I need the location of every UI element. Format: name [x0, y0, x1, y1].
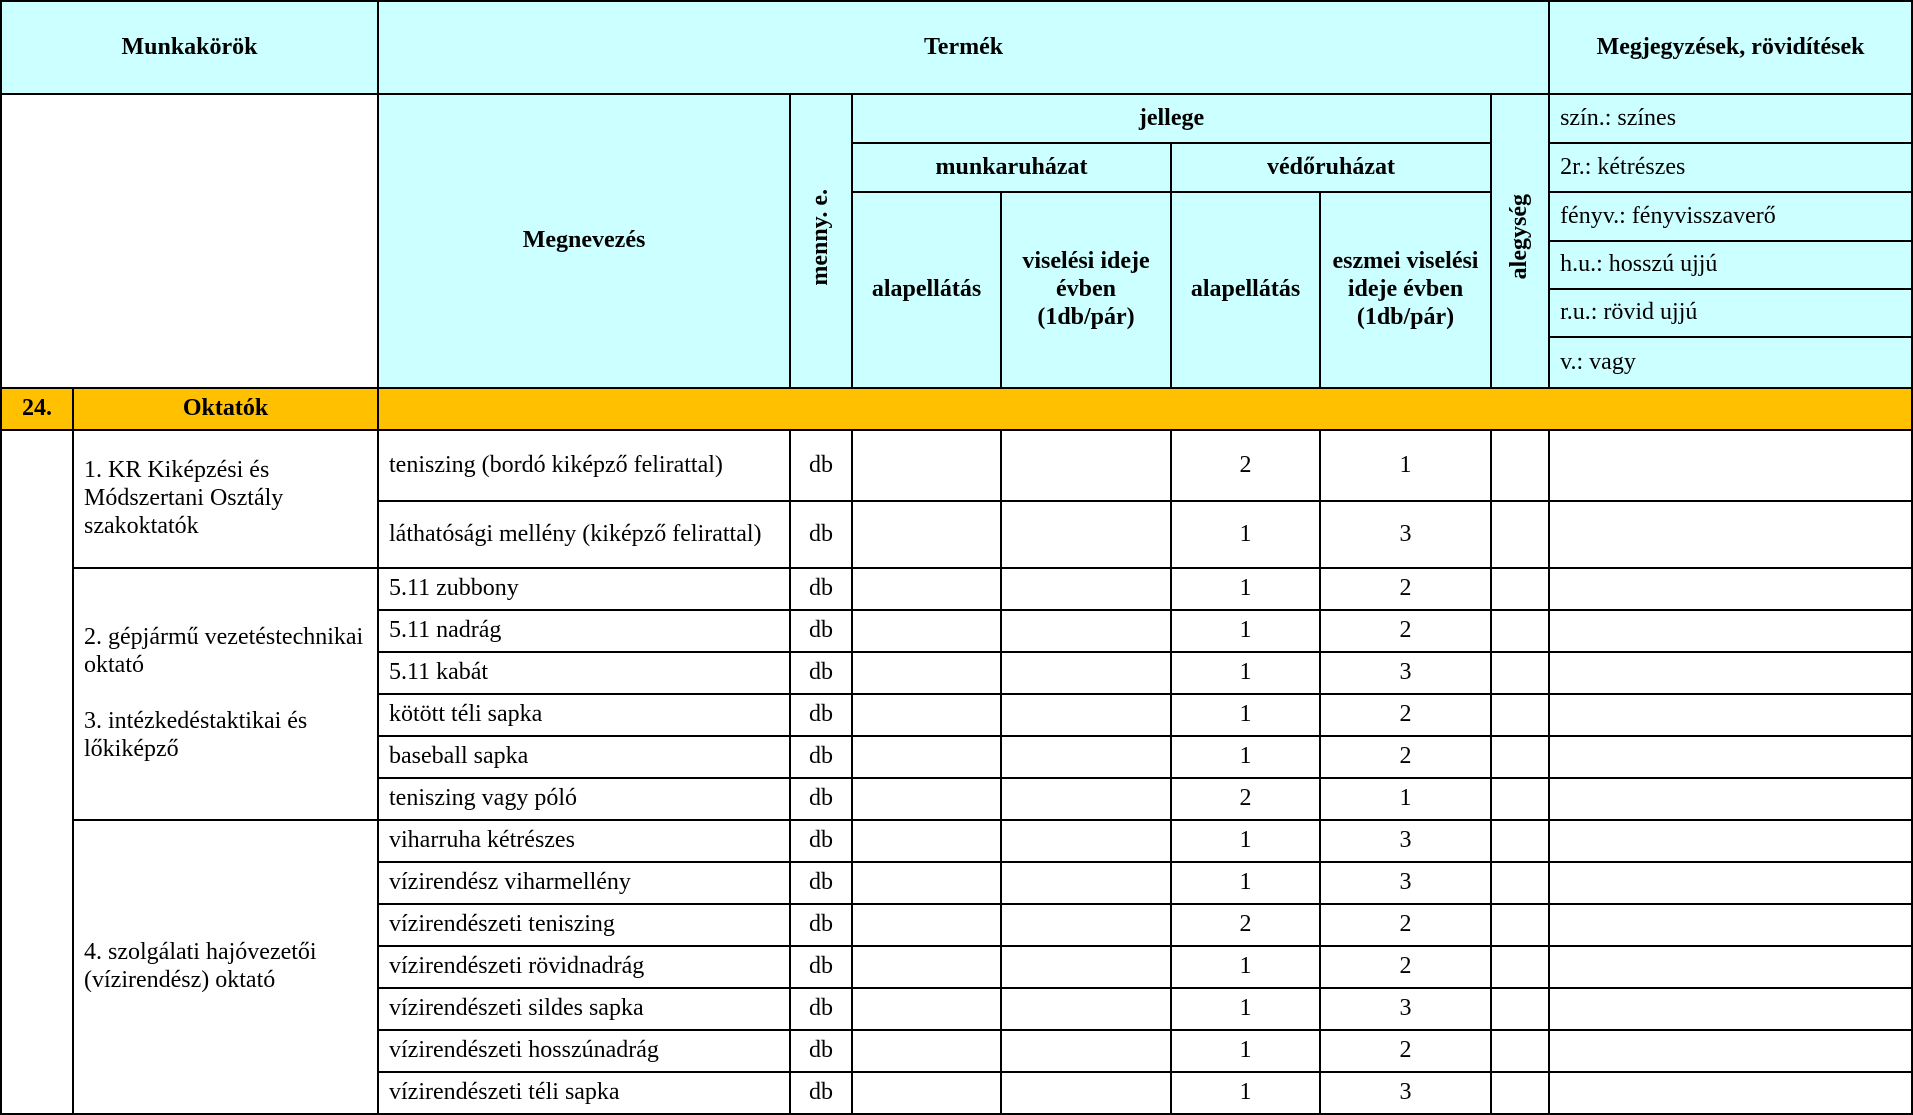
item-vedo-eszmei: 1 — [1320, 430, 1491, 501]
item-vedo-eszmei: 3 — [1320, 820, 1491, 862]
item-unit: db — [790, 988, 852, 1030]
item-munka-alap — [852, 1030, 1001, 1072]
item-vedo-alap: 1 — [1171, 820, 1320, 862]
item-vedo-eszmei: 2 — [1320, 1030, 1491, 1072]
item-munka-alap — [852, 988, 1001, 1030]
item-vedo-alap: 1 — [1171, 988, 1320, 1030]
item-munka-ido — [1001, 988, 1171, 1030]
item-munka-alap — [852, 568, 1001, 610]
item-vedo-alap: 1 — [1171, 568, 1320, 610]
item-name: 5.11 zubbony — [378, 568, 790, 610]
job-group-label: 1. KR Kiképzési és Módszertani Osztály szakoktatók — [73, 430, 378, 568]
item-name: viharruha kétrészes — [378, 820, 790, 862]
item-vedo-eszmei: 3 — [1320, 988, 1491, 1030]
item-unit: db — [790, 904, 852, 946]
note-item: 2r.: kétrészes — [1549, 143, 1912, 192]
section-number: 24. — [1, 388, 73, 430]
note-item: v.: vagy — [1549, 337, 1912, 388]
item-name: vízirendész viharmellény — [378, 862, 790, 904]
item-vedo-eszmei: 3 — [1320, 1072, 1491, 1114]
item-vedo-alap: 2 — [1171, 430, 1320, 501]
item-note — [1549, 736, 1912, 778]
item-vedo-eszmei: 2 — [1320, 736, 1491, 778]
note-item: h.u.: hosszú ujjú — [1549, 241, 1912, 289]
header-blank-cell — [1, 94, 378, 388]
item-munka-ido — [1001, 430, 1171, 501]
item-alegyseg — [1491, 736, 1549, 778]
item-munka-alap — [852, 736, 1001, 778]
item-munka-alap — [852, 820, 1001, 862]
item-name: vízirendészeti sildes sapka — [378, 988, 790, 1030]
header-alapellatas-vedo: alapellátás — [1171, 192, 1320, 388]
item-unit: db — [790, 694, 852, 736]
item-note — [1549, 568, 1912, 610]
item-munka-ido — [1001, 778, 1171, 820]
item-name: baseball sapka — [378, 736, 790, 778]
section-title: Oktatók — [73, 388, 378, 430]
header-eszmei-viselesi-ideje: eszmei viselési ideje évben (1db/pár) — [1320, 192, 1491, 388]
item-alegyseg — [1491, 1030, 1549, 1072]
job-group-label: 4. szolgálati hajóvezetői (vízirendész) oktató — [73, 820, 378, 1114]
item-note — [1549, 778, 1912, 820]
item-unit: db — [790, 652, 852, 694]
item-note — [1549, 820, 1912, 862]
item-note — [1549, 946, 1912, 988]
item-alegyseg — [1491, 904, 1549, 946]
item-note — [1549, 988, 1912, 1030]
item-name: láthatósági mellény (kiképző felirattal) — [378, 501, 790, 568]
item-name: vízirendészeti teniszing — [378, 904, 790, 946]
item-unit: db — [790, 501, 852, 568]
note-item: r.u.: rövid ujjú — [1549, 289, 1912, 337]
item-vedo-alap: 1 — [1171, 1072, 1320, 1114]
header-vedoruhazat: védőruházat — [1171, 143, 1491, 192]
item-name: vízirendészeti rövidnadrág — [378, 946, 790, 988]
item-unit: db — [790, 946, 852, 988]
item-munka-alap — [852, 652, 1001, 694]
item-munka-alap — [852, 430, 1001, 501]
item-unit: db — [790, 736, 852, 778]
item-munka-ido — [1001, 862, 1171, 904]
item-alegyseg — [1491, 430, 1549, 501]
item-alegyseg — [1491, 1072, 1549, 1114]
item-munka-ido — [1001, 501, 1171, 568]
item-munka-ido — [1001, 904, 1171, 946]
item-vedo-eszmei: 2 — [1320, 904, 1491, 946]
header-alapellatas-munka: alapellátás — [852, 192, 1001, 388]
section-fill — [378, 388, 1912, 430]
header-megjegyzesek: Megjegyzések, rövidítések — [1549, 1, 1912, 94]
header-menny-e-text: menny. e. — [807, 188, 834, 286]
item-munka-ido — [1001, 1030, 1171, 1072]
item-vedo-alap: 1 — [1171, 694, 1320, 736]
item-unit: db — [790, 778, 852, 820]
item-unit: db — [790, 1072, 852, 1114]
item-munka-ido — [1001, 1072, 1171, 1114]
item-alegyseg — [1491, 862, 1549, 904]
item-vedo-alap: 1 — [1171, 736, 1320, 778]
item-unit: db — [790, 568, 852, 610]
header-alegyseg — [1491, 94, 1549, 388]
item-note — [1549, 1072, 1912, 1114]
header-termek: Termék — [378, 1, 1549, 94]
item-unit: db — [790, 610, 852, 652]
item-munka-ido — [1001, 946, 1171, 988]
item-munka-alap — [852, 862, 1001, 904]
item-munka-alap — [852, 778, 1001, 820]
item-munka-alap — [852, 1072, 1001, 1114]
item-vedo-alap: 1 — [1171, 862, 1320, 904]
item-alegyseg — [1491, 501, 1549, 568]
item-vedo-eszmei: 3 — [1320, 652, 1491, 694]
job-group-label: 2. gépjármű vezetéstechnikai oktató 3. intézkedéstaktikai és lőkiképző — [73, 568, 378, 820]
header-menny-e — [790, 94, 852, 388]
item-munka-ido — [1001, 736, 1171, 778]
note-item: szín.: színes — [1549, 94, 1912, 143]
item-note — [1549, 904, 1912, 946]
item-munka-alap — [852, 946, 1001, 988]
item-vedo-eszmei: 3 — [1320, 501, 1491, 568]
item-unit: db — [790, 862, 852, 904]
item-name: vízirendészeti téli sapka — [378, 1072, 790, 1114]
item-note — [1549, 862, 1912, 904]
item-note — [1549, 501, 1912, 568]
item-name: 5.11 nadrág — [378, 610, 790, 652]
item-unit: db — [790, 1030, 852, 1072]
item-vedo-eszmei: 2 — [1320, 568, 1491, 610]
item-name: vízirendészeti hosszúnadrág — [378, 1030, 790, 1072]
item-name: teniszing (bordó kiképző felirattal) — [378, 430, 790, 501]
item-note — [1549, 610, 1912, 652]
item-alegyseg — [1491, 946, 1549, 988]
section-indent-cell — [1, 430, 73, 1114]
item-vedo-alap: 1 — [1171, 610, 1320, 652]
item-alegyseg — [1491, 610, 1549, 652]
item-vedo-alap: 1 — [1171, 652, 1320, 694]
item-note — [1549, 1030, 1912, 1072]
item-munka-alap — [852, 610, 1001, 652]
item-vedo-alap: 1 — [1171, 1030, 1320, 1072]
item-vedo-alap: 2 — [1171, 904, 1320, 946]
item-vedo-alap: 1 — [1171, 501, 1320, 568]
header-viselesi-ideje: viselési ideje évben (1db/pár) — [1001, 192, 1171, 388]
item-unit: db — [790, 430, 852, 501]
item-munka-ido — [1001, 568, 1171, 610]
item-munka-alap — [852, 694, 1001, 736]
item-vedo-eszmei: 2 — [1320, 694, 1491, 736]
item-alegyseg — [1491, 694, 1549, 736]
item-note — [1549, 694, 1912, 736]
item-vedo-alap: 1 — [1171, 946, 1320, 988]
item-vedo-eszmei: 2 — [1320, 946, 1491, 988]
item-munka-ido — [1001, 820, 1171, 862]
item-munka-alap — [852, 501, 1001, 568]
header-megnevezes: Megnevezés — [378, 94, 790, 388]
item-alegyseg — [1491, 778, 1549, 820]
note-item: fényv.: fényvisszaverő — [1549, 192, 1912, 241]
item-vedo-eszmei: 1 — [1320, 778, 1491, 820]
item-note — [1549, 430, 1912, 501]
item-name: kötött téli sapka — [378, 694, 790, 736]
item-munka-ido — [1001, 652, 1171, 694]
item-alegyseg — [1491, 988, 1549, 1030]
item-munka-ido — [1001, 610, 1171, 652]
item-name: 5.11 kabát — [378, 652, 790, 694]
item-vedo-eszmei: 3 — [1320, 862, 1491, 904]
item-name: teniszing vagy póló — [378, 778, 790, 820]
item-note — [1549, 652, 1912, 694]
item-alegyseg — [1491, 568, 1549, 610]
item-munka-alap — [852, 904, 1001, 946]
item-unit: db — [790, 820, 852, 862]
header-munkaruhazat: munkaruházat — [852, 143, 1171, 192]
header-jellege: jellege — [852, 94, 1491, 143]
item-vedo-eszmei: 2 — [1320, 610, 1491, 652]
item-vedo-alap: 2 — [1171, 778, 1320, 820]
header-munkakorok: Munkakörök — [1, 1, 378, 94]
item-munka-ido — [1001, 694, 1171, 736]
item-alegyseg — [1491, 820, 1549, 862]
item-alegyseg — [1491, 652, 1549, 694]
header-alegyseg-text: alegység — [1506, 194, 1533, 280]
